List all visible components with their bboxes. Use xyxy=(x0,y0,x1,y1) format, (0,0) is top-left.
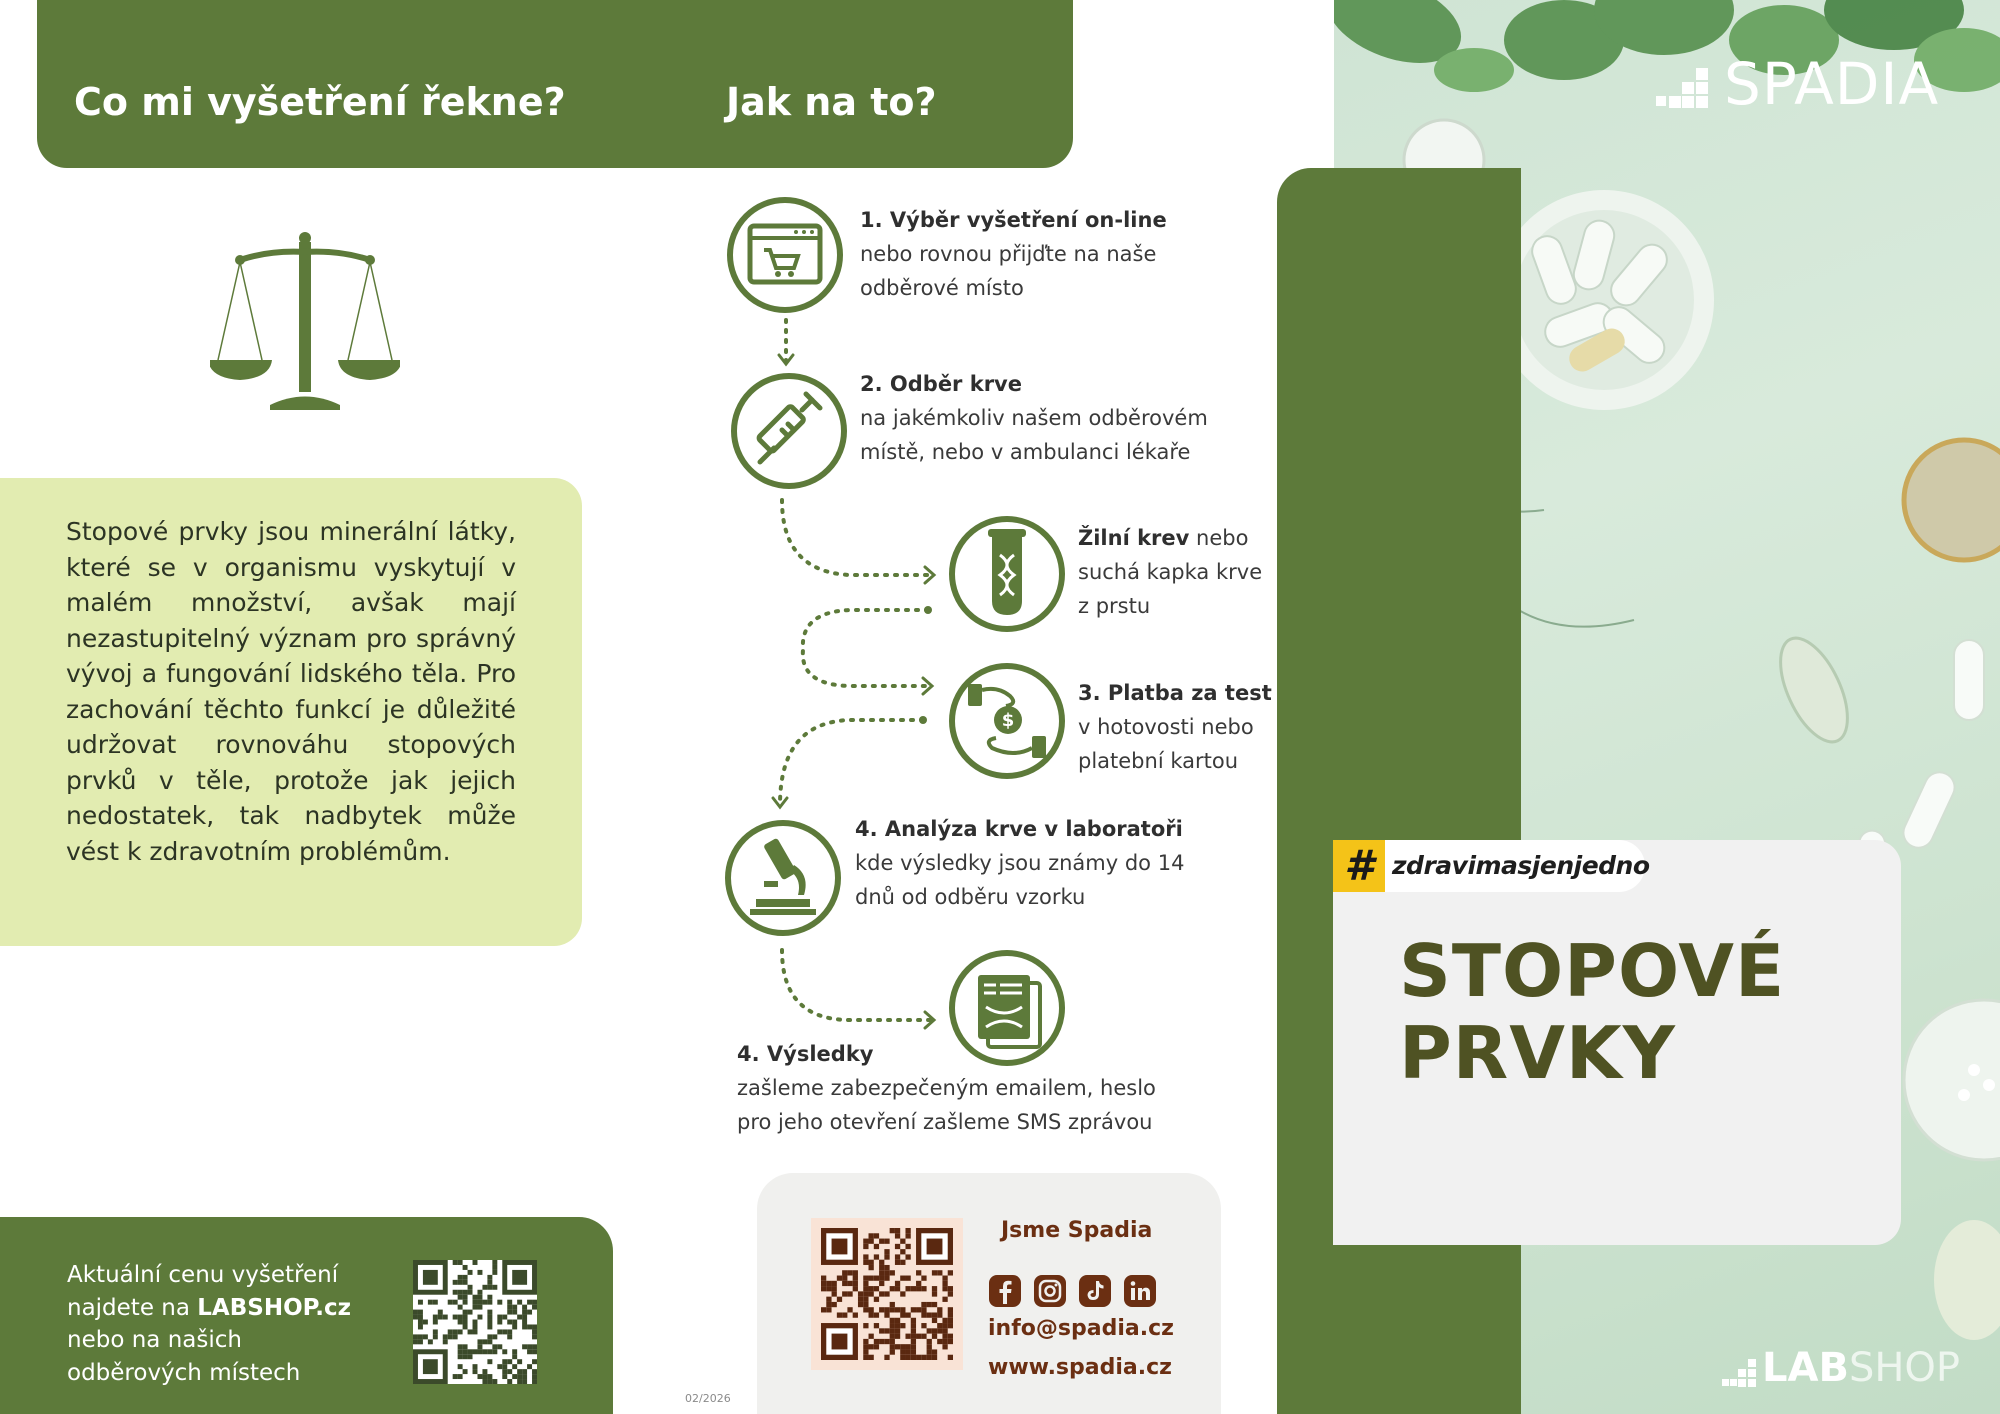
title-card xyxy=(1333,840,1901,1245)
description-box xyxy=(0,478,582,946)
price-info-box xyxy=(0,1217,613,1414)
edition-code: 02/2026 xyxy=(685,1392,731,1405)
labshop-qr-code[interactable] xyxy=(413,1260,537,1384)
spadia-logo-mark-icon xyxy=(1656,68,1712,116)
hashtag-symbol: # xyxy=(1333,840,1385,892)
online-shop-icon xyxy=(726,196,844,314)
price-info-text: Aktuální cenu vyšetření najdete na LABSHOP.cz nebo na našich odběrových místech xyxy=(67,1262,352,1386)
section-title-right: Jak na to? xyxy=(726,80,937,124)
step-blood-type-text: Žilní krev nebo suchá kapka krve z prstu xyxy=(1078,526,1263,618)
hashtag-badge xyxy=(1333,840,1650,892)
contact-box xyxy=(757,1173,1221,1414)
section-title-left: Co mi vyšetření řekne? xyxy=(74,80,566,124)
spadia-qr-code[interactable] xyxy=(821,1228,953,1360)
syringe-icon xyxy=(730,372,848,490)
labshop-logo: LABSHOP xyxy=(1722,1345,1994,1389)
step-2-text: 2. Odběr krve na jakémkoliv našem odběrovém místě, nebo v ambulanci lékaře xyxy=(860,372,1208,464)
linkedin-icon[interactable] xyxy=(1123,1274,1157,1308)
description-text: Stopové prvky jsou minerální látky, které se v organismu vyskytují v malém množství, avšak mají nezastupitelný význam pro správný vývoj a fungování lidského těla. Pro zachování těchto funkcí je důležité udržovat rovnováhu stopových prvků v těle, protože jak jejich nedostatek, tak nadbytek může vést k zdravotním problémům. xyxy=(66,517,516,866)
email-link[interactable]: info@spadia.cz xyxy=(988,1316,1174,1341)
step-results-text: 4. Výsledky zašleme zabezpečeným emailem, heslo pro jeho otevření zašleme SMS zprávou xyxy=(737,1042,1156,1134)
contact-heading: Jsme Spadia xyxy=(1001,1218,1153,1243)
balance-scale-icon xyxy=(210,230,400,415)
page-title: STOPOVÉ PRVKY xyxy=(1399,929,1786,1095)
step-4-text: 4. Analýza krve v laboratoři kde výsledky jsou známy do 14 dnů od odběru vzorku xyxy=(855,817,1185,909)
microscope-icon xyxy=(724,819,842,937)
website-link[interactable]: www.spadia.cz xyxy=(988,1355,1172,1380)
tiktok-icon[interactable] xyxy=(1078,1274,1112,1308)
facebook-icon[interactable] xyxy=(988,1274,1022,1308)
labshop-logo-mark-icon xyxy=(1722,1359,1758,1387)
hashtag-text: zdravimasjenjedno xyxy=(1392,851,1650,880)
spadia-qr-code-frame xyxy=(811,1218,963,1370)
step-3-text: 3. Platba za test v hotovosti nebo platební kartou xyxy=(1078,681,1272,773)
test-tube-icon xyxy=(948,515,1066,633)
svg-text:$: $ xyxy=(1001,710,1015,731)
labshop-link[interactable]: LABSHOP.cz xyxy=(197,1294,352,1321)
instagram-icon[interactable] xyxy=(1033,1274,1067,1308)
step-1-text: 1. Výběr vyšetření on-line nebo rovnou přijďte na naše odběrové místo xyxy=(860,208,1167,300)
header-band xyxy=(37,0,1073,168)
spadia-logo: SPADIA xyxy=(1656,54,1968,116)
payment-icon xyxy=(948,662,1066,780)
